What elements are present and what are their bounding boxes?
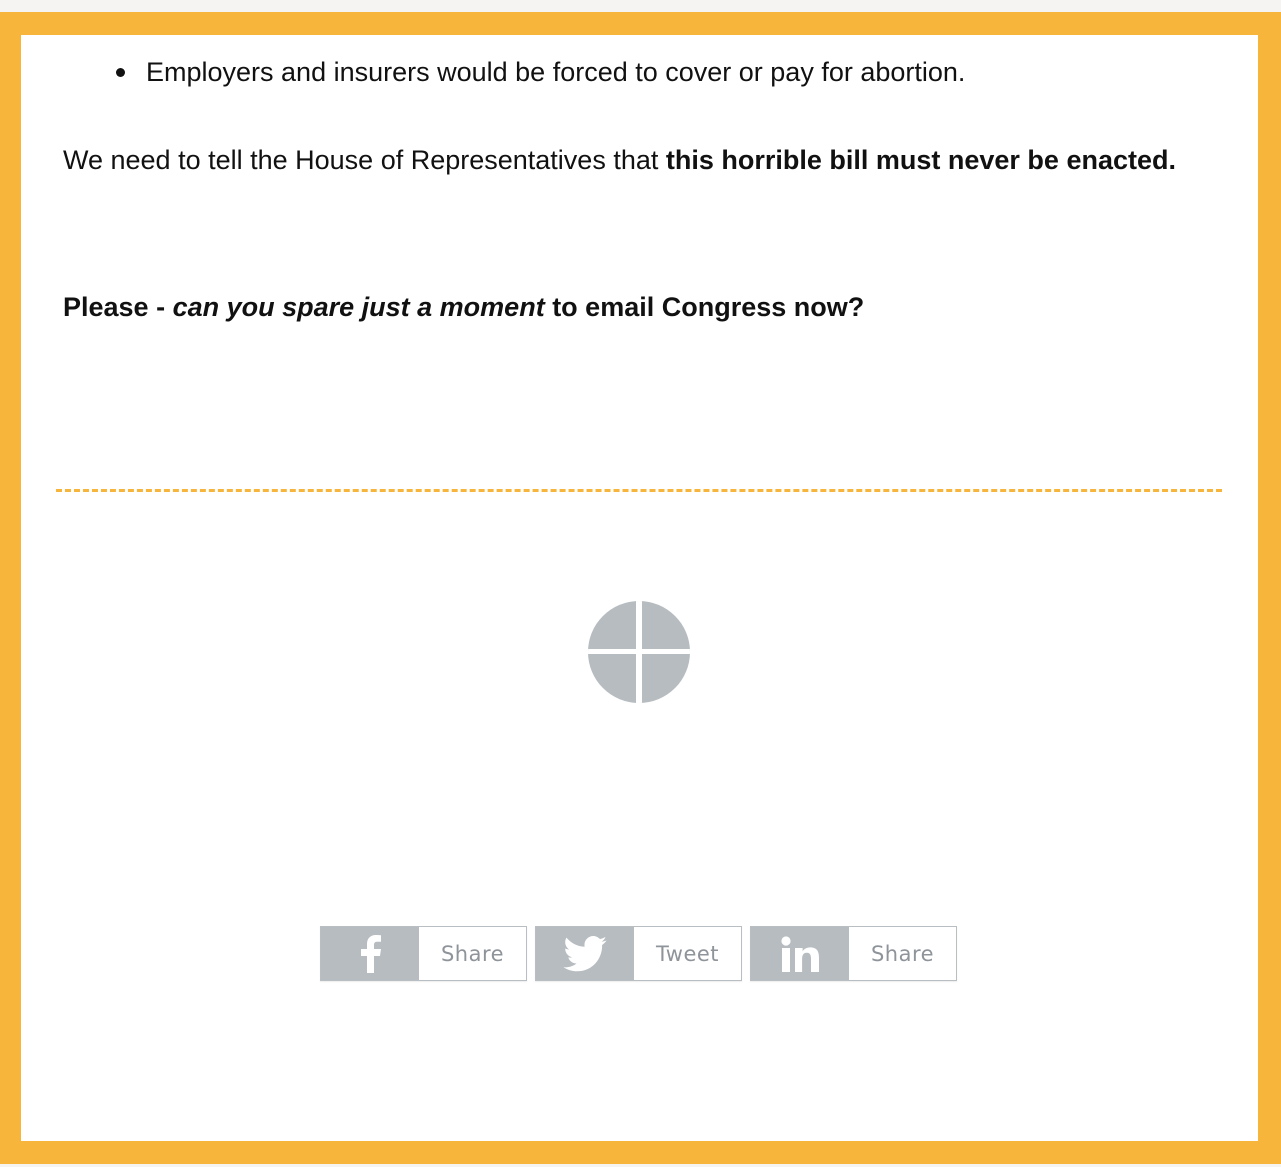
list-item [113, 56, 965, 88]
bullet-text: Employers and insurers would be forced to cover or pay for abortion. [146, 57, 966, 87]
cta-suffix: to email Congress now? [544, 292, 865, 322]
body-paragraph [63, 142, 1223, 178]
tweet-label: Tweet [655, 941, 720, 966]
call-to-action [63, 291, 864, 323]
dashed-divider [56, 489, 1222, 492]
facebook-icon [321, 927, 419, 980]
cross-in-circle-icon [587, 600, 691, 704]
share-label: Share [870, 941, 935, 966]
share-bar [320, 926, 957, 981]
paragraph-lead: We need to tell the House of Representatives that [63, 145, 666, 175]
share-label: Share [440, 941, 505, 966]
cta-italic: can you spare just a moment [172, 292, 545, 322]
bullet-list [113, 56, 965, 88]
email-body [21, 35, 1258, 1141]
cta-prefix: Please - [63, 292, 173, 322]
email-frame [0, 12, 1281, 1164]
linkedin-share-button[interactable] [750, 926, 957, 981]
bullet-icon [116, 68, 125, 77]
paragraph-emphasis: this horrible bill must never be enacted. [665, 145, 1176, 175]
twitter-tweet-button[interactable] [535, 926, 742, 981]
facebook-share-button[interactable] [320, 926, 527, 981]
twitter-icon [536, 927, 634, 980]
linkedin-icon [751, 927, 849, 980]
